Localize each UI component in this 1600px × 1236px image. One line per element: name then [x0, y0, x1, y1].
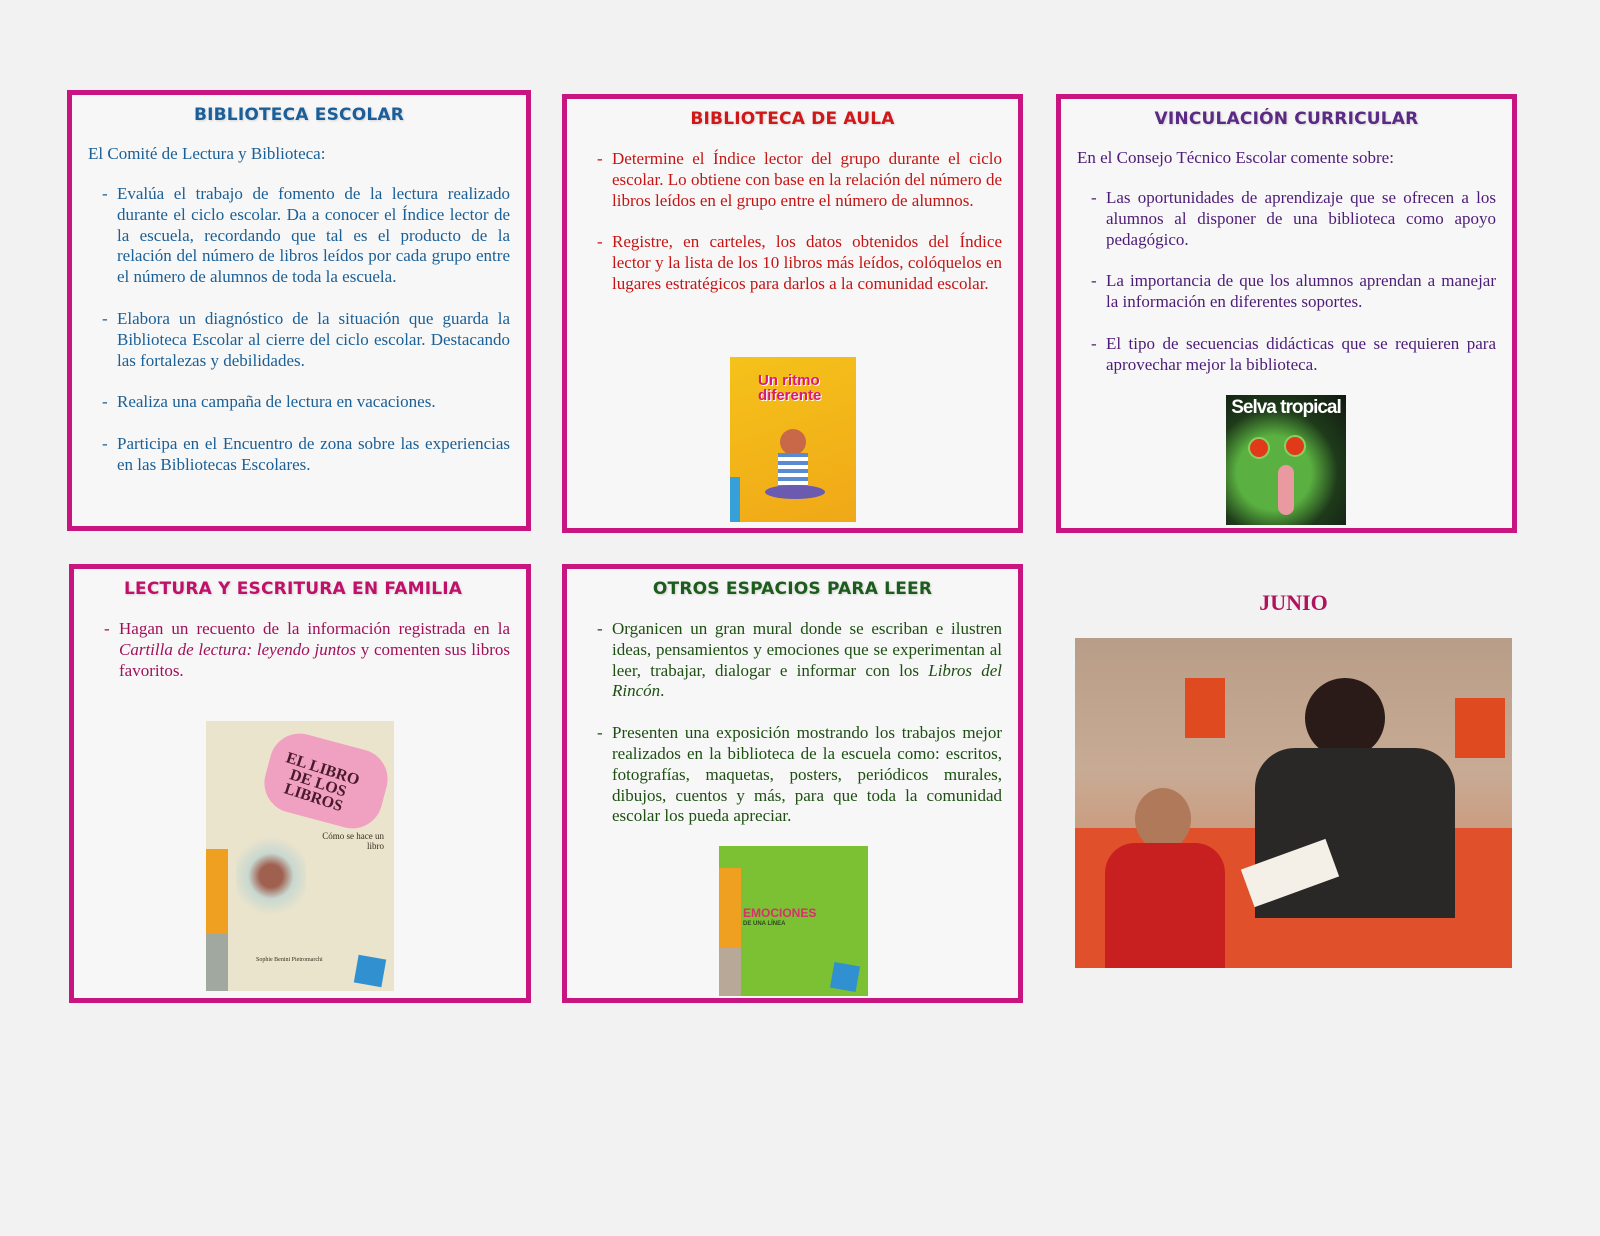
card-title: VINCULACIÓN CURRICULAR — [1154, 109, 1419, 129]
list-item: - Determine el Índice lector del grupo durante el ciclo escolar. Lo obtiene con base en la relación del número de libros leídos en el grupo entre el número de alumnos. — [597, 149, 1002, 211]
card-intro: En el Consejo Técnico Escolar comente sobre: — [1077, 148, 1394, 167]
card-intro: El Comité de Lectura y Biblioteca: — [88, 144, 326, 163]
list-item: - Participa en el Encuentro de zona sobre las experiencias en las Bibliotecas Escolares. — [102, 434, 510, 476]
book-cover-emociones: EMOCIONES DE UNA LÍNEA — [719, 846, 868, 996]
book-cover-un-ritmo-diferente: Un ritmo diferente — [730, 357, 856, 522]
item-list — [597, 619, 1002, 827]
card-biblioteca-escolar — [67, 90, 531, 531]
card-vinculacion-curricular — [1056, 94, 1517, 533]
item-list — [597, 149, 1002, 295]
list-item: - Las oportunidades de aprendizaje que se ofrecen a los alumnos al disponer de una biblioteca como apoyo pedagógico. — [1091, 188, 1496, 250]
card-title: BIBLIOTECA DE AULA — [690, 109, 895, 129]
card-biblioteca-aula — [562, 94, 1023, 533]
card-otros-espacios — [562, 564, 1023, 1003]
card-title: BIBLIOTECA ESCOLAR — [193, 105, 405, 125]
list-item: - Organicen un gran mural donde se escriban e ilustren ideas, pensamientos y emociones que se experimentan al leer, trabajar, dialogar e informar con los Libros del Rincón. — [597, 619, 1002, 702]
list-item: - Evalúa el trabajo de fomento de la lectura realizado durante el ciclo escolar. Da a conocer el Índice lector de la escuela, recordando que tal es el producto de la relación del número de libros leídos por cada grupo entre el número de alumnos de toda la escuela. — [102, 184, 510, 288]
book-cover-el-libro-de-los-libros: EL LIBRO DE LOS LIBROS Cómo se hace un libro Sophie Benini Pietromarchi — [206, 721, 394, 991]
list-item: - Hagan un recuento de la información registrada en la Cartilla de lectura: leyendo juntos y comenten sus libros favoritos. — [104, 619, 510, 681]
list-item: - Elabora un diagnóstico de la situación que guarda la Biblioteca Escolar al cierre del ciclo escolar. Destacando las fortalezas y debilidades. — [102, 309, 510, 371]
list-item: - La importancia de que los alumnos aprendan a manejar la información en diferentes soportes. — [1091, 271, 1496, 313]
teacher-reading-with-student-photo — [1075, 638, 1512, 968]
libros-del-rincon: Libros del Rincón — [612, 660, 1003, 701]
list-item: - El tipo de secuencias didácticas que se requieren para aprovechar mejor la biblioteca. — [1091, 334, 1496, 376]
card-title: LECTURA Y ESCRITURA EN FAMILIA — [124, 579, 463, 599]
cartilla-title: Cartilla de lectura: leyendo juntos — [119, 639, 357, 659]
month-title: JUNIO — [1259, 590, 1328, 615]
list-item: - Registre, en carteles, los datos obtenidos del Índice lector y la lista de los 10 libros más leídos, colóquelos en lugares estratégicos para darlos a la comunidad escolar. — [597, 232, 1002, 294]
list-item: - Realiza una campaña de lectura en vacaciones. — [102, 392, 510, 413]
item-list — [1091, 188, 1496, 376]
item-list — [104, 619, 510, 681]
card-title: OTROS ESPACIOS PARA LEER — [652, 579, 933, 599]
list-item: - Presenten una exposición mostrando los trabajos mejor realizados en la biblioteca de la escuela como: escritos, fotografías, maquetas, posters, periódicos murales, dibujos, cuentos y más, para que toda la comunidad escolar los pueda apreciar. — [597, 723, 1002, 827]
item-list — [102, 184, 510, 476]
card-lectura-familia — [69, 564, 531, 1003]
book-cover-selva-tropical: Selva tropical — [1226, 395, 1346, 525]
